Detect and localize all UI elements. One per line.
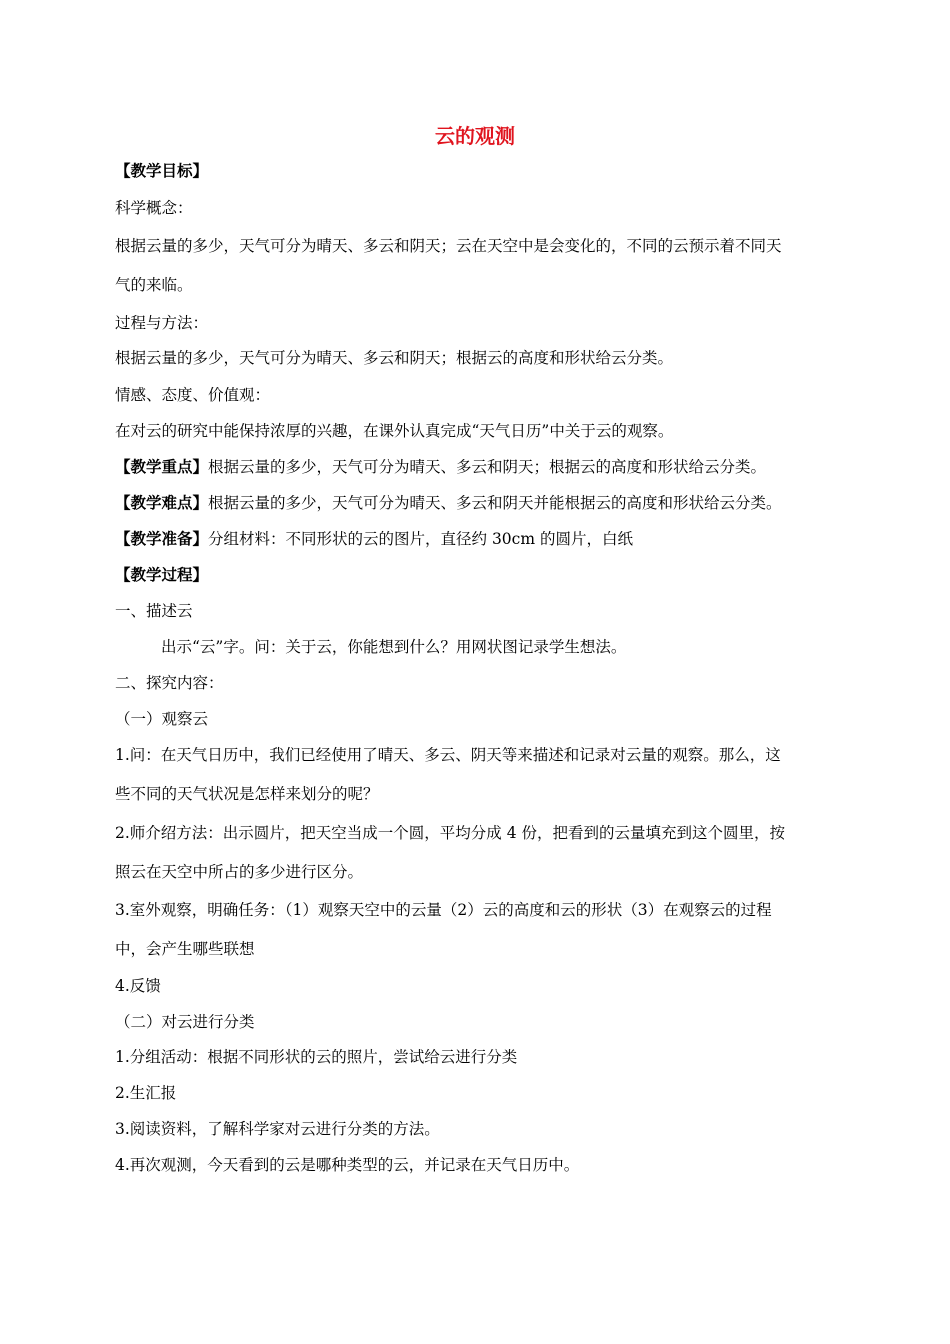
item-2-1: 1.分组活动：根据不同形状的云的照片，尝试给云进行分类: [115, 1048, 518, 1066]
difficulty-text: 根据云量的多少，天气可分为晴天、多云和阴天并能根据云的高度和形状给云分类。: [208, 494, 782, 512]
subsection-2-heading: （二）对云进行分类: [115, 1013, 255, 1031]
key-point-label: 【教学重点】: [115, 458, 209, 476]
subsection-1-heading: （一）观察云: [115, 710, 209, 728]
science-concept-label: 科学概念：: [115, 199, 193, 217]
process-method-label: 过程与方法：: [115, 314, 209, 332]
item-1-3-line-2: 中，会产生哪些联想: [115, 940, 255, 958]
item-2-2: 2.生汇报: [115, 1084, 177, 1102]
process-method-text: 根据云量的多少，天气可分为晴天、多云和阴天；根据云的高度和形状给云分类。: [115, 349, 674, 367]
difficulty-label: 【教学难点】: [115, 494, 209, 512]
item-1-3-line-1: 3.室外观察，明确任务：（1）观察天空中的云量（2）云的高度和云的形状（3）在观察云的过程: [115, 901, 772, 919]
item-1-4: 4.反馈: [115, 977, 161, 995]
preparation-label: 【教学准备】: [115, 530, 209, 548]
process-heading: 【教学过程】: [115, 566, 209, 584]
science-concept-line-2: 气的来临。: [115, 276, 193, 294]
key-point-paragraph: [115, 456, 837, 478]
science-concept-line-1: 根据云量的多少，天气可分为晴天、多云和阴天；云在天空中是会变化的，不同的云预示着不同天: [115, 237, 782, 255]
section-2-heading: 二、探究内容：: [115, 674, 224, 692]
item-2-4: 4.再次观测，今天看到的云是哪种类型的云，并记录在天气日历中。: [115, 1156, 580, 1174]
attitude-label: 情感、态度、价值观：: [115, 386, 271, 404]
objectives-heading: 【教学目标】: [115, 162, 209, 180]
difficulty-paragraph: [115, 492, 837, 514]
item-1-2-line-2: 照云在天空中所占的多少进行区分。: [115, 863, 364, 881]
section-1-heading: 一、描述云: [115, 602, 193, 620]
key-point-text: 根据云量的多少，天气可分为晴天、多云和阴天；根据云的高度和形状给云分类。: [208, 458, 767, 476]
item-1-1-line-1: 1.问：在天气日历中，我们已经使用了晴天、多云、阴天等来描述和记录对云量的观察。那么，这: [115, 746, 781, 764]
section-1-text: 出示“云”字。问：关于云，你能想到什么？用网状图记录学生想法。: [161, 638, 627, 656]
item-1-1-line-2: 些不同的天气状况是怎样来划分的呢？: [115, 785, 379, 803]
preparation-text: 分组材料：不同形状的云的图片，直径约 30cm 的圆片，白纸: [208, 530, 633, 548]
attitude-text: 在对云的研究中能保持浓厚的兴趣，在课外认真完成“天气日历”中关于云的观察。: [115, 422, 674, 440]
page-title: 云的观测: [435, 124, 515, 148]
item-1-2-line-1: 2.师介绍方法：出示圆片，把天空当成一个圆，平均分成 4 份，把看到的云量填充到这个圆里，按: [115, 824, 786, 842]
item-2-3: 3.阅读资料，了解科学家对云进行分类的方法。: [115, 1120, 440, 1138]
preparation-paragraph: [115, 528, 837, 550]
